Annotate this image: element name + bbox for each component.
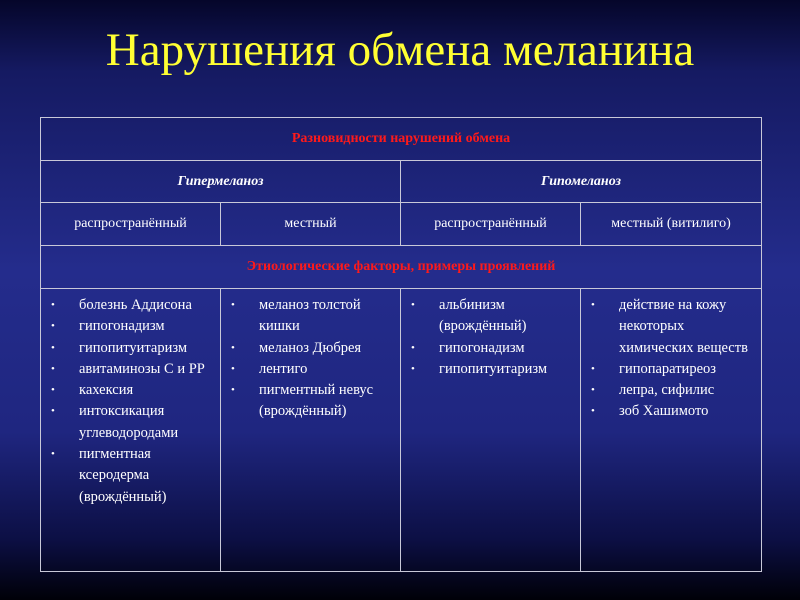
list-item: • гипогонадизм: [51, 318, 165, 335]
list-item: • интоксикация углеводородами: [51, 403, 179, 441]
slide-title: Нарушения обмена меланина: [105, 24, 695, 76]
list-item: • кахексия: [51, 382, 134, 399]
table-header-main: Разновидности нарушений обмена: [41, 118, 762, 161]
factor-list: [401, 289, 580, 388]
list-item: • альбинизм (врождённый): [411, 297, 527, 335]
list-item: • гипопитуитаризм: [411, 360, 548, 377]
col-hyper-local: [221, 289, 401, 572]
list-item: • гипогонадизм: [411, 339, 525, 356]
group-hypermelanosis: Гипермеланоз: [41, 161, 401, 203]
sub-label-hyper-local: местный: [221, 203, 401, 246]
melanin-disorders-table: [40, 117, 762, 572]
list-item: • меланоз Дюбрея: [231, 339, 362, 356]
sub-label-hypo-widespread: распространённый: [401, 203, 581, 246]
col-hyper-widespread: [41, 289, 221, 572]
list-item: • гипопитуитаризм: [51, 339, 188, 356]
list-item: • пигментная ксеродерма (врождённый): [51, 446, 167, 505]
sub-label-hypo-local: местный (витилиго): [581, 203, 762, 246]
list-item: • действие на кожу некоторых химических веществ: [591, 297, 748, 356]
col-hypo-local-vitiligo: [581, 289, 762, 572]
list-item: • болезнь Аддисона: [51, 297, 192, 313]
factor-list: [41, 289, 220, 516]
factor-list: [221, 289, 400, 431]
list-item: • зоб Хашимото: [591, 403, 709, 420]
list-item: • авитаминозы С и РР: [51, 360, 205, 377]
factor-list: [581, 289, 761, 431]
group-hypomelanosis: Гипомеланоз: [401, 161, 762, 203]
col-hypo-widespread: [401, 289, 581, 572]
list-item: • пигментный невус (врождённый): [231, 382, 374, 420]
list-item: • меланоз толстой кишки: [231, 297, 361, 335]
list-item: • лепра, сифилис: [591, 382, 715, 399]
factors-header: Этиологические факторы, примеры проявлений: [41, 246, 762, 289]
sub-label-hyper-widespread: распространённый: [41, 203, 221, 246]
list-item: • гипопаратиреоз: [591, 360, 716, 377]
list-item: • лентиго: [231, 360, 308, 377]
